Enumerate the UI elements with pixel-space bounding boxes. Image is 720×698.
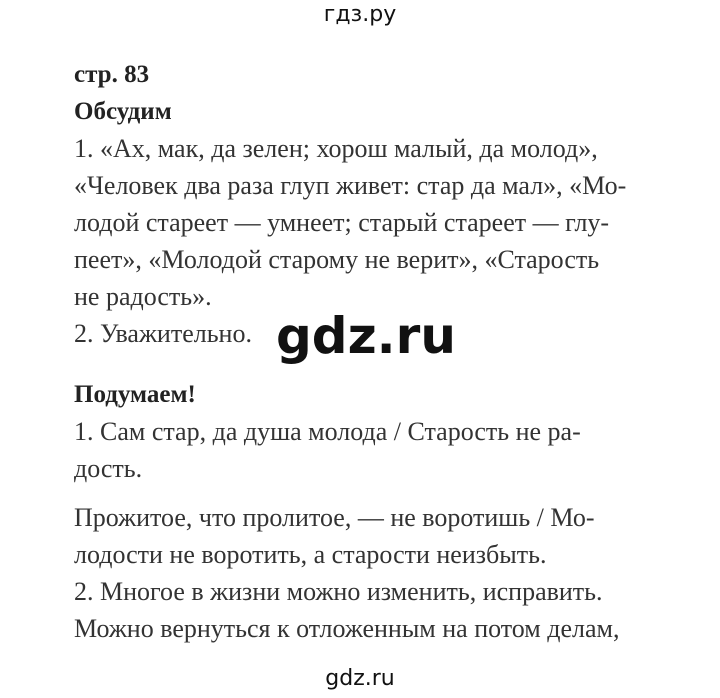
text-line: 1. «Ах, мак, да зелен; хорош малый, да молод»,: [74, 134, 598, 163]
text-line: Прожитое, что пролитое, — не воротишь / Мо-: [74, 503, 595, 532]
page-reference: стр. 83: [74, 61, 150, 88]
text-line: 2. Уважительно.: [74, 319, 252, 348]
text-line: 1. Сам стар, да душа молода / Старость не ра-: [74, 417, 581, 446]
watermark-top: гдз.ру: [323, 2, 397, 27]
watermark-middle: gdz.ru: [272, 306, 460, 366]
text-line: лодой стареет — умнеет; старый стареет — глу-: [74, 208, 610, 237]
text-line: «Человек два раза глуп живет: стар да мал», «Мо-: [74, 171, 627, 200]
watermark-bottom: gdz.ru: [325, 666, 395, 691]
section-title-discuss: Обсудим: [74, 98, 172, 125]
section-title-think: Подумаем!: [74, 381, 196, 408]
text-line: дость.: [74, 454, 143, 483]
text-line: пеет», «Молодой старому не верит», «Старость: [74, 245, 600, 274]
text-line: Можно вернуться к отложенным на потом делам,: [74, 614, 620, 643]
text-line: не радость».: [74, 282, 212, 311]
text-line: лодости не воротить, а старости неизбыть.: [74, 540, 547, 569]
text-line: 2. Многое в жизни можно изменить, исправить.: [74, 577, 603, 606]
